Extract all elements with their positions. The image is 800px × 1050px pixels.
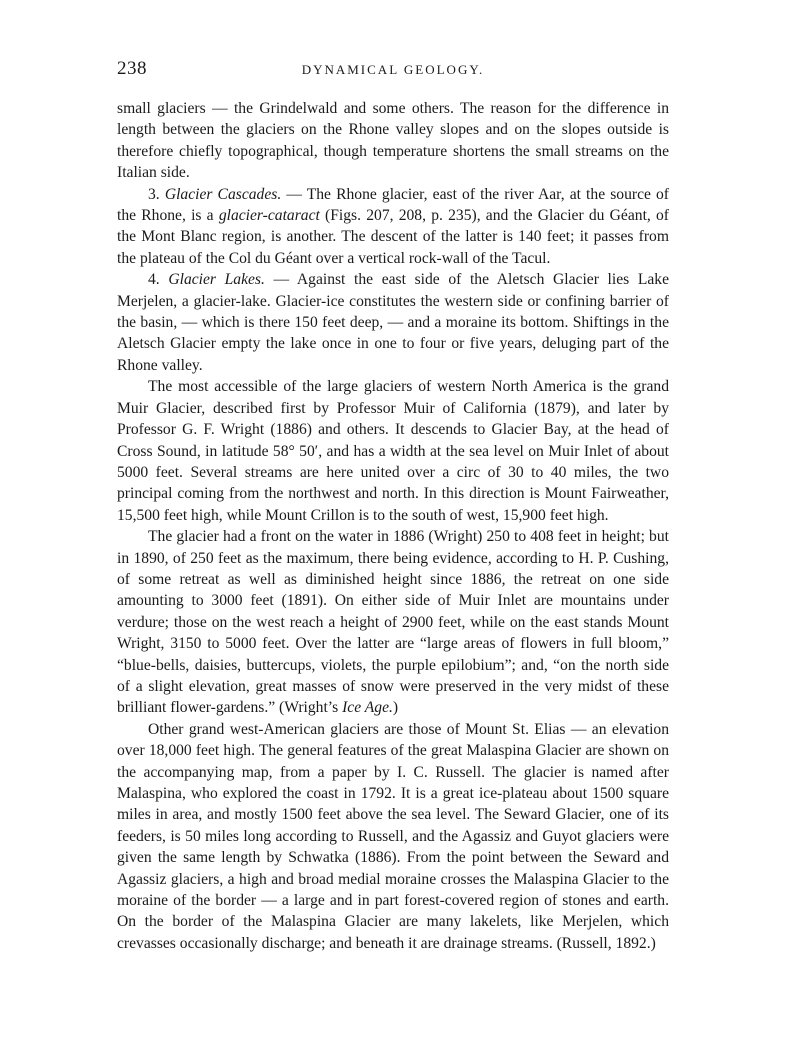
section-heading: Glacier Lakes. (168, 271, 265, 289)
section-number: 4. (148, 271, 160, 289)
page-number: 238 (117, 58, 147, 79)
paragraph-text: — Against the east side of the Aletsch Glacier lies Lake Merjelen, a glacier-lake. Glacier-ice constitutes the western side or confining barrier of the basin, — which is there 150 feet deep, — and a moraine its bottom. Shiftings in the Aletsch Glacier empty the lake once in one to four or five years, deluging part of the Rhone valley. (117, 271, 669, 374)
section-heading: Glacier Cascades. (164, 185, 282, 203)
paragraph (117, 719, 669, 954)
paragraph (117, 376, 669, 526)
italic-title: Ice Age. (342, 699, 393, 717)
paragraph-text: Other grand west-American glaciers are those of Mount St. Elias — an elevation over 18,000 feet high. The general features of the great Malaspina Glacier are shown on the accompanying map, from a paper by I. C. Russell. The glacier is named after Malaspina, who explored the coast in 1792. It is a great ice-plateau about 1500 square miles in area, and mostly 1500 feet above the sea level. The Seward Glacier, one of its feeders, is 50 miles long according to Russell, and the Agassiz and Guyot glaciers were given the same length by Schwatka (1886). From the point between the Seward and Agassiz glaciers, a high and broad medial moraine crosses the Malaspina Glacier to the moraine of the border — a large and in part forest-covered region of stones and earth. On the border of the Malaspina Glacier are many lakelets, like Merjelen, which crevasses occasionally discharge; and beneath it are drainage streams. (Russell, 1892.) (117, 720, 669, 952)
italic-term: glacier-cataract (218, 207, 320, 225)
section-number: 3. (148, 185, 160, 203)
running-head: DYNAMICAL GEOLOGY. (301, 62, 485, 77)
paragraph-text: — The Rhone glacier, east of the river Aar, at the source of the Rhone, is a (117, 185, 669, 225)
paragraph-text: (Figs. 207, 208, p. 235), and the Glacier du Géant, of the Mont Blanc region, is another. The descent of the latter is 140 feet; it passes from the plateau of the Col du Géant over a vertical rock-wall of the Tacul. (117, 207, 669, 267)
paragraph-glacier-lakes (117, 269, 669, 376)
paragraph (117, 98, 669, 184)
page-header (117, 58, 669, 88)
body-text (117, 98, 669, 954)
paragraph-text: ) (392, 699, 399, 717)
paragraph-text: The glacier had a front on the water in 1886 (Wright) 250 to 408 feet in height; but in 1890, of 250 feet as the maximum, there being evidence, according to H. P. Cushing, of some retreat as well as diminished height since 1886, the retreat on one side amounting to 3000 feet (1891). On either side of Muir Inlet are mountains under verdure; those on the west reach a height of 2900 feet, while on the east stands Mount Wright, 3150 to 5000 feet. Over the latter are “large areas of flowers in full bloom,” “blue-bells, daisies, buttercups, violets, the purple epilobium”; and, “on the north side of a slight elevation, great masses of snow were preserved in the very midst of these brilliant flower-gardens.” (Wright’s (117, 528, 669, 717)
paragraph (117, 526, 669, 719)
paragraph-glacier-cascades (117, 184, 669, 270)
book-page (117, 58, 669, 954)
paragraph-text: The most accessible of the large glaciers of western North America is the grand Muir Glacier, described first by Professor Muir of California (1879), and later by Professor G. F. Wright (1886) and others. It descends to Glacier Bay, at the head of Cross Sound, in latitude 58° 50′, and has a width at the sea level on Muir Inlet of about 5000 feet. Several streams are here united over a circ of 30 to 40 miles, the two principal coming from the northwest and north. In this direction is Mount Fairweather, 15,500 feet high, while Mount Crillon is to the south of west, 15,900 feet high. (117, 378, 669, 524)
paragraph-text: small glaciers — the Grindelwald and some others. The reason for the difference in length between the glaciers on the Rhone valley slopes and on the slopes outside is therefore chiefly topographical, though temperature shortens the small streams on the Italian side. (117, 100, 669, 182)
